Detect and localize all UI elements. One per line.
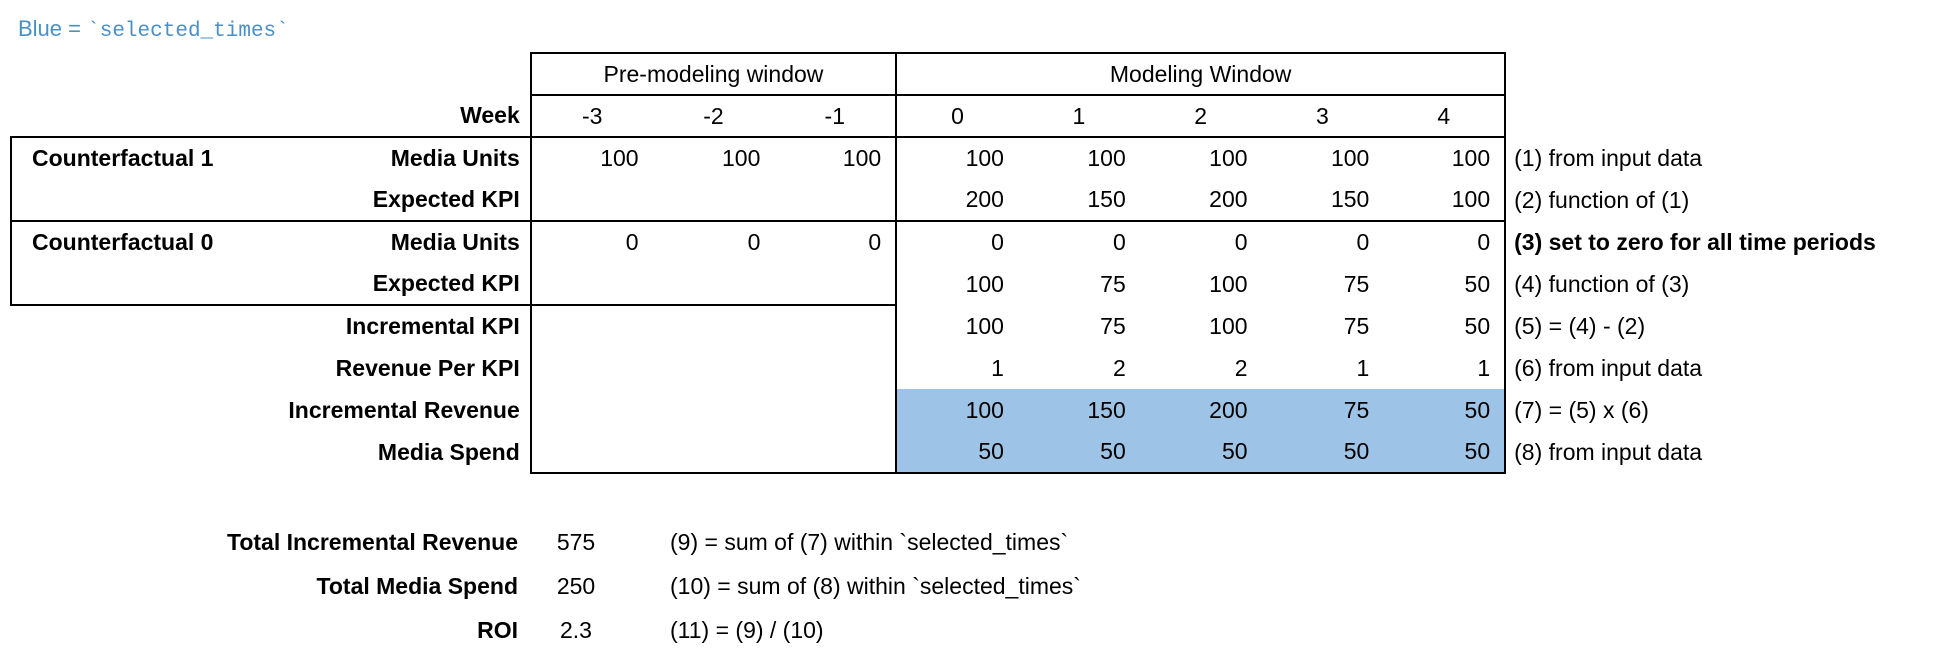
cell-week-2: 2: [1234, 354, 1248, 381]
table-row: [11, 179, 1945, 221]
summary-row-total-incremental-revenue: [10, 520, 1081, 564]
row-note: (1) from input data: [1514, 144, 1703, 171]
summary-value: 2.3: [560, 616, 592, 643]
table-row: [11, 305, 1945, 347]
cell-week-3: 75: [1343, 312, 1370, 339]
empty-cell: [271, 53, 531, 95]
group-label-counterfactual-1: Counterfactual 1: [11, 137, 271, 179]
summary-label: ROI: [477, 616, 518, 643]
cell-pre--3: [531, 263, 653, 305]
group-label-empty: [11, 431, 271, 473]
cell-week-3: 75: [1262, 389, 1384, 431]
table-row: [11, 263, 1945, 305]
row-note: (6) from input data: [1514, 354, 1703, 381]
cell-pre--3: 0: [531, 221, 653, 263]
cell-week-3: 50: [1262, 431, 1384, 473]
cell-week-4: 0: [1383, 221, 1505, 263]
cell-week-0: 100: [896, 389, 1018, 431]
legend-selected-times: [18, 16, 289, 43]
summary-row-roi: [10, 608, 1081, 652]
group-label-empty: [11, 305, 271, 347]
cell-week-2: 200: [1140, 389, 1262, 431]
cell-pre--1: 100: [774, 137, 896, 179]
cell-pre--1: [774, 263, 896, 305]
empty-cell: [1505, 53, 1945, 95]
cell-week-1: 150: [1018, 389, 1140, 431]
cell-week-4: 50: [1383, 305, 1505, 347]
row-label: Expected KPI: [271, 263, 531, 305]
summary-table: [10, 520, 1081, 652]
cell-week-2: 0: [1140, 221, 1262, 263]
band-pre-modeling: Pre-modeling window: [531, 53, 896, 95]
week-header--1: -1: [774, 95, 896, 137]
group-label-counterfactual-0: Counterfactual 0: [11, 221, 271, 263]
cell-week-2: 50: [1140, 431, 1262, 473]
cell-week-2: 100: [1140, 137, 1262, 179]
cell-pre--2: 100: [653, 137, 775, 179]
week-header-1: 1: [1018, 95, 1140, 137]
cell-week-4: 50: [1383, 263, 1505, 305]
cell-pre--3: [531, 179, 653, 221]
group-label-empty: [11, 389, 271, 431]
cell-pre--1: [774, 431, 896, 473]
cell-week-0: 100: [965, 312, 1004, 339]
roi-calculation-table: [10, 52, 1946, 474]
cell-week-1: 50: [1018, 431, 1140, 473]
table-row: [11, 431, 1945, 473]
cell-pre--2: [653, 305, 775, 347]
table-row: [11, 221, 1945, 263]
week-header-4: 4: [1383, 95, 1505, 137]
cell-pre--1: [774, 179, 896, 221]
cell-pre--1: [774, 305, 896, 347]
cell-pre--2: [653, 431, 775, 473]
summary-note: (9) = sum of (7) within `selected_times`: [670, 528, 1069, 555]
cell-week-1: 2: [1112, 354, 1126, 381]
cell-week-1: 75: [1100, 270, 1126, 297]
cell-week-4: 1: [1383, 347, 1505, 389]
table-row: [11, 137, 1945, 179]
cell-pre--3: [531, 431, 653, 473]
cell-week-4: 100: [1383, 179, 1505, 221]
cell-week-0: 50: [896, 431, 1018, 473]
cell-pre--3: 100: [531, 137, 653, 179]
band-modeling: Modeling Window: [896, 53, 1505, 95]
cell-week-1: 100: [1018, 137, 1140, 179]
row-note: (4) function of (3): [1514, 270, 1690, 297]
cell-week-4: 100: [1383, 137, 1505, 179]
week-header-row: [11, 95, 1945, 137]
cell-week-0: 100: [965, 270, 1004, 297]
cell-week-1: 0: [1018, 221, 1140, 263]
week-header--2: -2: [653, 95, 775, 137]
table-row: [11, 347, 1945, 389]
row-label: Media Units: [271, 137, 531, 179]
cell-week-4: 50: [1383, 389, 1505, 431]
row-note: (5) = (4) - (2): [1514, 312, 1646, 339]
cell-pre--2: 0: [653, 221, 775, 263]
row-label: Media Spend: [377, 438, 520, 465]
summary-note: (11) = (9) / (10): [670, 616, 824, 643]
group-label-empty: [11, 179, 271, 221]
cell-week-2: 200: [1209, 186, 1248, 212]
cell-week-0: 1: [991, 354, 1004, 381]
group-label-empty: [11, 347, 271, 389]
summary-value: 250: [556, 572, 596, 599]
legend-prefix: Blue =: [18, 16, 81, 41]
cell-week-3: 0: [1262, 221, 1384, 263]
cell-pre--3: [531, 305, 653, 347]
cell-pre--3: [531, 389, 653, 431]
cell-week-3: 150: [1330, 186, 1370, 212]
summary-block: [10, 520, 1081, 652]
week-header-0: 0: [896, 95, 1018, 137]
week-header-2: 2: [1140, 95, 1262, 137]
cell-pre--1: [774, 347, 896, 389]
main-grid: [10, 52, 1946, 474]
cell-week-0: 200: [965, 186, 1004, 212]
cell-week-1: 150: [1087, 186, 1126, 212]
cell-week-0: 100: [896, 137, 1018, 179]
row-label: Expected KPI: [372, 186, 520, 212]
row-label: Incremental Revenue: [288, 396, 520, 423]
group-label-empty: [11, 263, 271, 305]
week-label: Week: [460, 102, 520, 128]
cell-pre--2: [653, 347, 775, 389]
empty-cell: [1505, 95, 1945, 137]
summary-row-total-media-spend: [10, 564, 1081, 608]
cell-week-4: 50: [1383, 431, 1505, 473]
cell-pre--1: [774, 389, 896, 431]
summary-value: 575: [556, 528, 596, 555]
empty-cell: [11, 95, 271, 137]
cell-pre--1: 0: [774, 221, 896, 263]
row-note: (8) from input data: [1514, 438, 1703, 465]
row-note: (7) = (5) x (6): [1514, 396, 1649, 423]
cell-pre--2: [653, 179, 775, 221]
table-row: [11, 389, 1945, 431]
cell-week-3: 1: [1356, 354, 1370, 381]
cell-pre--2: [653, 389, 775, 431]
cell-week-3: 100: [1262, 137, 1384, 179]
row-label: Incremental KPI: [345, 313, 520, 339]
row-label: Media Units: [271, 221, 531, 263]
cell-week-2: 100: [1209, 270, 1248, 297]
row-note: (3) set to zero for all time periods: [1514, 228, 1876, 255]
week-header--3: -3: [531, 95, 653, 137]
legend-code: `selected_times`: [87, 20, 289, 43]
summary-label: Total Media Spend: [316, 572, 518, 599]
cell-pre--3: [531, 347, 653, 389]
cell-week-1: 75: [1100, 312, 1126, 339]
cell-week-3: 75: [1343, 270, 1370, 297]
summary-label: Total Incremental Revenue: [227, 528, 518, 555]
empty-cell: [11, 53, 271, 95]
week-header-3: 3: [1262, 95, 1384, 137]
row-note: (2) function of (1): [1514, 186, 1690, 213]
cell-week-0: 0: [896, 221, 1018, 263]
header-band-row: [11, 53, 1945, 95]
row-label: Revenue Per KPI: [335, 354, 520, 381]
cell-week-2: 100: [1209, 312, 1248, 339]
summary-note: (10) = sum of (8) within `selected_times`: [670, 572, 1081, 599]
cell-pre--2: [653, 263, 775, 305]
